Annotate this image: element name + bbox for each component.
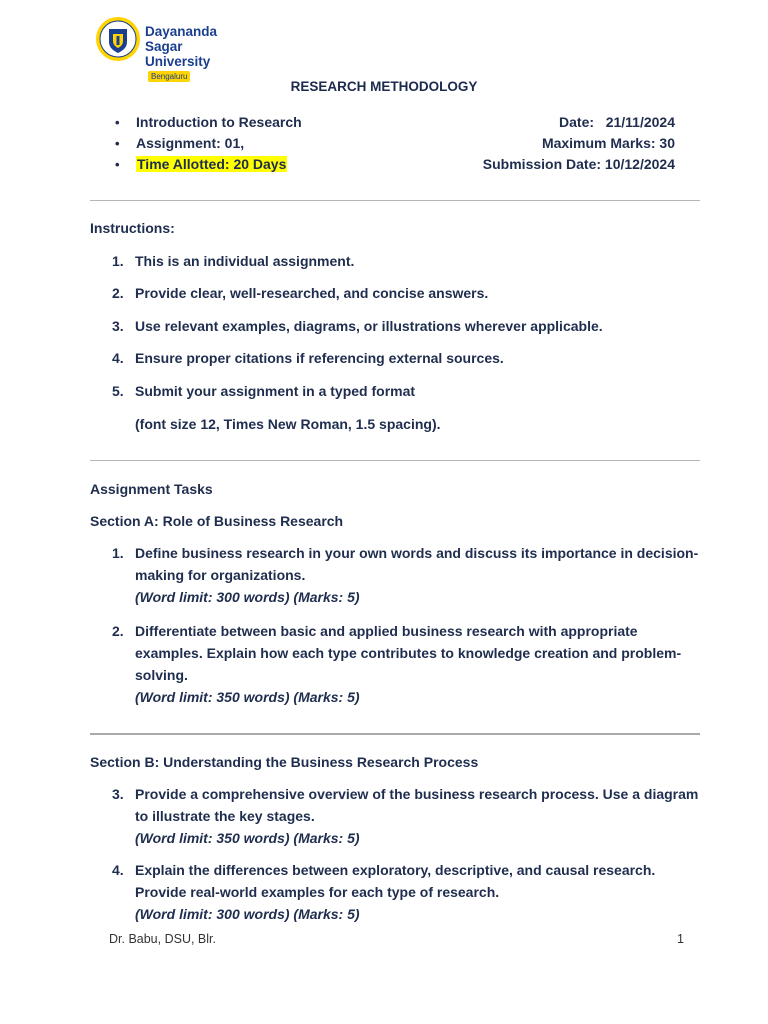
bullet-icon: • (115, 157, 120, 172)
university-name (145, 24, 245, 84)
submission-date-label: Submission Date: 10/12/2024 (482, 156, 675, 172)
time-allotted-highlight: Time Allotted: 20 Days (137, 156, 287, 172)
logo-line-2: University (145, 54, 211, 69)
divider (90, 733, 700, 735)
word-limit-note: (Word limit: 300 words) (Marks: 5) (135, 906, 360, 922)
section-b-heading: Section B: Understanding the Business Research Process (90, 754, 479, 770)
logo-city-badge: Bengaluru (148, 71, 190, 82)
word-limit-note: (Word limit: 350 words) (Marks: 5) (135, 830, 360, 846)
bullet-icon: • (115, 115, 120, 130)
section-a-heading: Section A: Role of Business Research (90, 513, 344, 529)
bullet-icon: • (115, 136, 120, 151)
divider (90, 200, 700, 201)
date-label: Date: 21/11/2024 (559, 114, 675, 130)
document-title: RESEARCH METHODOLOGY (290, 79, 478, 94)
instructions-heading: Instructions: (90, 220, 175, 236)
university-logo (95, 16, 245, 81)
page-number: 1 (677, 932, 684, 946)
university-seal-icon (95, 16, 141, 62)
divider (90, 460, 700, 461)
max-marks-label: Maximum Marks: 30 (541, 135, 675, 151)
word-limit-note: (Word limit: 350 words) (Marks: 5) (135, 689, 360, 705)
footer-author: Dr. Babu, DSU, Blr. (109, 932, 216, 946)
assignment-meta (483, 112, 675, 175)
logo-line-1: Dayananda Sagar (145, 24, 218, 54)
tasks-heading: Assignment Tasks (90, 481, 213, 497)
word-limit-note: (Word limit: 300 words) (Marks: 5) (135, 589, 360, 605)
